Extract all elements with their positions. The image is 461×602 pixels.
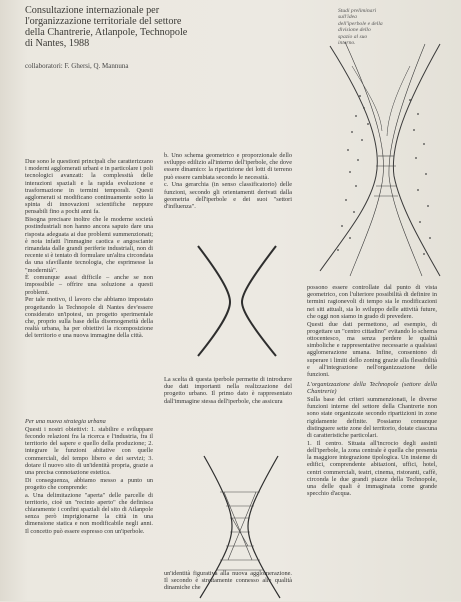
sidenote-line: interno. [338, 40, 356, 47]
section-heading: Per una nuova strategia urbana [25, 418, 106, 425]
paragraph: Di conseguenza, abbiamo messo a punto un progetto che comprende: [25, 476, 153, 491]
text-column-right [307, 284, 437, 497]
sidenote-line: Studi preliminari [338, 8, 377, 14]
text-column-middle-bottom [164, 570, 292, 592]
paragraph: Due sono le questioni principali che caratterizzano i moderni agglomerati urbani e in particolare i poli tecnologici avanzati: la complessità delle interazioni spaziali e la rapida evoluzione e trasformazione in termini temporali. Questi agglomerati si modificano continuamente sotto la spinta di innovazioni scientifiche neppure pensabili fino a pochi anni fa. [25, 158, 153, 216]
title-line: di Nantes, 1988 [25, 38, 90, 49]
sidenote-line: spazio al suo [338, 33, 368, 40]
sidenote-line: dell'iperbole e della [338, 20, 383, 27]
paragraph: Bisogna precisare inoltre che le moderne società postindustriali non hanno ancora saputo dare una risposta adeguata ai due problemi summenzionati; è nota infatti l'immagine caotica e angosciante rimandata dalle grandi periferie industriali, non di recente si è tentato di formulare un'altra circondata da una sfavillante tecnologia, che esprimesse la "modernità". [25, 216, 153, 274]
paragraph: Per tale motivo, il lavoro che abbiamo impostato progettando la Technopole di Nantes dev'essere considerato un'ipotesi, un progetto sperimentale che, proprio sulla base della disomogeneità della realtà urbana, ha per obiettivi la ricomposizione del territorio e una nuova immagine della città. [25, 296, 153, 340]
credits: collaboratori: F. Ghersi, Q. Mannuna [25, 62, 129, 70]
page-title [25, 5, 325, 49]
sidenote-line: divisione dello [338, 27, 371, 34]
paragraph: 1. Il centro. Situata all'incrocio degli assinti dell'iperbole, la zona centrale è quella che presenta la maggiore integrazione tipologica. Un insieme di edifici, comprendente abitazioni, uffici, hotel, centri commerciali, teatri, cinema, ristoranti, caffè, circonda le due grandi piazze della Technopole, una delle quali è immaginata come grande specchio d'acqua. [307, 439, 437, 498]
paragraph: Questi due dati permettono, ad esempio, di progettare un "centro cittadino" evitando lo schema ottocentesco, ma senza perdere le qualità simboliche e rappresentative necessarie a qualsiasi agglomerazione umana. Infine, consentono di superare i limiti dello zoning grazie alla flessibilità e all'integrazione nell'organizzazione delle funzioni. [307, 320, 437, 378]
title-line: l'organizzazione territoriale del settore [25, 16, 182, 27]
text-column-middle-caption [164, 376, 292, 405]
paragraph: La scelta di questa iperbole permette di introdurre due dati importanti nella realizzazione del progetto urbano. Il primo dato è rappresentato dall'immagine stessa dell'iperbole, che assicura [164, 376, 292, 405]
text-column-middle-upper [164, 152, 292, 210]
paragraph: a. Una delimitazione "aperta" delle parcelle di territorio, cioè un "recinto aperto" che definisca chiaramente i confini spaziali del sito di Atlanpole senza però imprigionarne la città in una dimensione statica e non modificabile negli anni. Il concetto può essere espresso con un'iperbole. [25, 491, 153, 535]
sidenote-line: sull'idea [338, 14, 357, 21]
paragraph: un'identità figurativa alla nuova agglomerazione. Il secondo è strettamente connesso alle qualità dinamiche che [164, 570, 292, 592]
paragraph: possono essere controllate dal punto di vista geometrico, con l'ulteriore possibilità di definire in termini ragionevoli di tempo sia le modificazioni nei siti attuali, sia lo sviluppo delle attività future, che oggi non siamo in grado di prevedere. [307, 284, 437, 320]
paragraph: Sulla base dei criteri summenzionati, le diverse funzioni interne del settore della Chantrerie non sono state organizzate secondo ripartizioni in zone rigidamente definite. Possiamo comunque distinguere sette zone del territorio, dotate ciascuna di caratteristiche particolari. [307, 396, 437, 440]
paragraph: È comunque assai difficile – anche se non impossibile – offrire una soluzione a questi problemi. [25, 274, 153, 296]
text-column-left-lower [25, 418, 153, 535]
hyperbola-sketch-middle [180, 242, 290, 360]
paragraph: c. Una gerarchia (in senso classificatorio) delle funzioni, secondo gli orientamenti derivati dalla geometria dell'iperbole e dei suoi "settori d'influenza". [164, 181, 292, 210]
section-heading: L'organizzazione della Technopole (settore della Chantrerie) [307, 381, 437, 396]
hyperbola-sketch-top-right [290, 33, 450, 286]
paragraph: Questi i nostri obiettivi: 1. stabilire e sviluppare fecondo relazioni fra la ricerca e l'industria, fra il territorio del sapere e quello della produzione; 2. integrare le funzioni abitative con quelle commerciali, del tempo libero e dei servizi; 3. dotare il nuovo sito di un'identità propria, grazie a una precisa connotazione estetica. [25, 425, 153, 476]
text-column-left-upper [25, 158, 153, 340]
title-line: della Chantrerie, Atlanpole, Technopole [25, 27, 188, 38]
title-line: Consultazione internazionale per [25, 5, 160, 16]
paragraph: b. Uno schema geometrico e proporzionale dello sviluppo edilizio all'interno dell'iperbole, che dove essere dinamico: la ripartizione dei lotti di terreno può essere cambiata secondo le necessità. [164, 152, 292, 181]
